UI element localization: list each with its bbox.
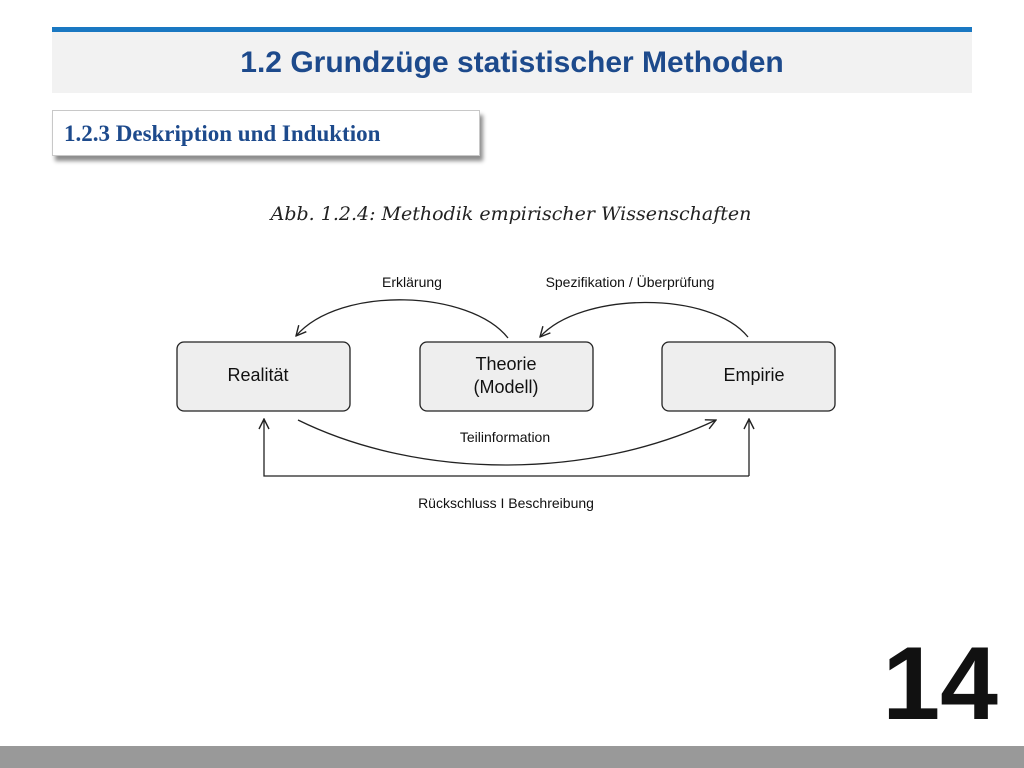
node-realitaet <box>177 342 350 411</box>
edge-spezifikation-arrow <box>540 302 748 337</box>
figure-caption: Abb. 1.2.4: Methodik empirischer Wissenschaften <box>270 203 752 225</box>
edge-erklaerung-arrow <box>296 300 508 338</box>
edge-spezifikation-label: Spezifikation / Überprüfung <box>545 274 715 290</box>
edge-teilinformation-label: Teilinformation <box>459 429 551 445</box>
section-heading: 1.2.3 Deskription und Induktion <box>64 121 381 146</box>
node-theorie <box>420 342 593 411</box>
footer-bar <box>0 746 1024 768</box>
node-empirie-label: Empirie <box>723 365 785 385</box>
node-realitaet-label: Realität <box>227 365 289 385</box>
edge-erklaerung-label: Erklärung <box>382 274 442 290</box>
edge-rueckschluss-arrow <box>264 419 749 476</box>
node-theorie-label: Theorie <box>475 354 537 374</box>
edge-rueckschluss-label: Rückschluss I Beschreibung <box>418 495 594 511</box>
slide-title: 1.2 Grundzüge statistischer Methoden <box>240 46 784 79</box>
node-empirie <box>662 342 835 411</box>
page-number: 14 <box>882 626 998 742</box>
node-theorie-sublabel: (Modell) <box>473 377 539 397</box>
